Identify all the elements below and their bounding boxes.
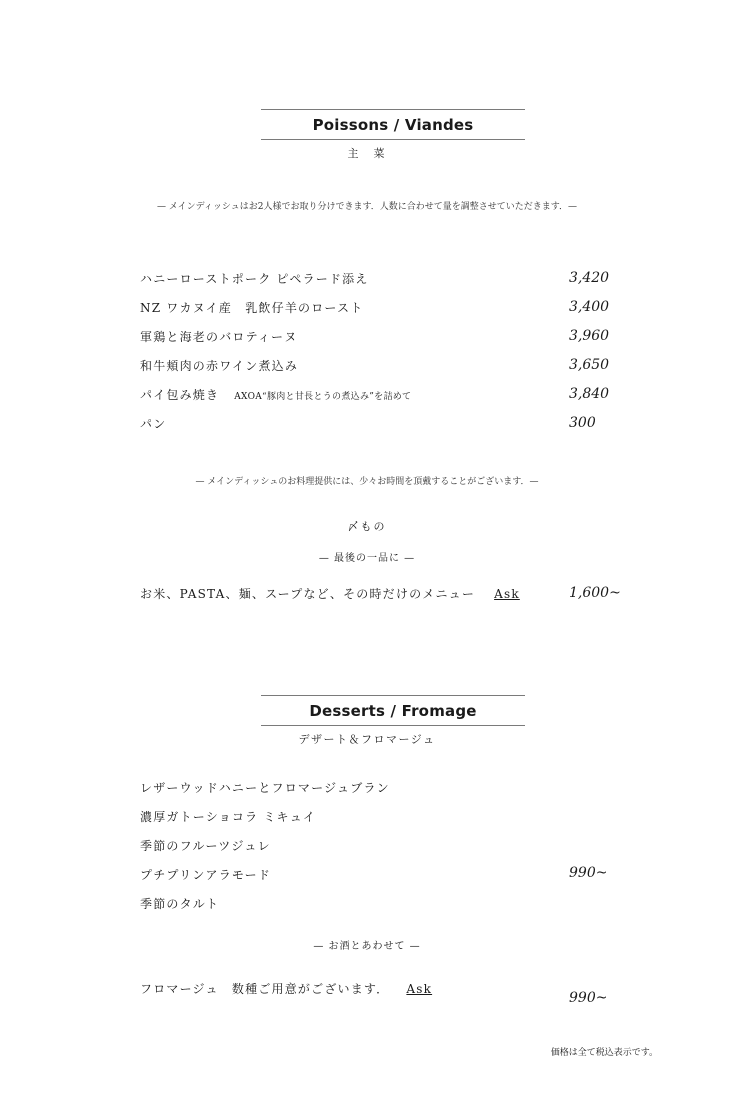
price-ballotine: 3,960 bbox=[569, 328, 610, 344]
mains-heading: Poissons / Viandes bbox=[312, 116, 474, 134]
menu-item-fromage bbox=[140, 980, 432, 997]
footer-tax-note: 価格は全て税込表示です。 bbox=[550, 1048, 658, 1058]
price-shime: 1,600~ bbox=[569, 585, 621, 601]
fromage-ask: Ask bbox=[406, 982, 433, 996]
price-nz-lamb: 3,400 bbox=[569, 299, 610, 315]
menu-item-pie-name: パイ包み焼き bbox=[140, 388, 220, 402]
dessert-item-gateau-chocolat: 濃厚ガトーショコラ ミキュイ bbox=[140, 810, 317, 824]
price-fromage: 990~ bbox=[569, 990, 608, 1006]
dessert-item-honey-fromage: レザーウッドハニーとフロマージュブラン bbox=[140, 781, 390, 795]
menu-item-ballotine: 軍鶏と海老のバロティーヌ bbox=[140, 330, 298, 344]
price-pie: 3,840 bbox=[569, 386, 610, 402]
menu-item-beef-cheek: 和牛頬肉の赤ワイン煮込み bbox=[140, 359, 299, 373]
menu-item-bread: パン bbox=[140, 417, 167, 431]
shime-subtitle: — 最後の一品に — bbox=[318, 553, 416, 564]
shime-title: 〆もの bbox=[347, 520, 387, 533]
menu-item-pie-detail: AXOA“豚肉と甘長とうの煮込み”を詰めて bbox=[234, 392, 412, 402]
menu-item-nz-lamb: NZ ワカヌイ産 乳飲仔羊のロースト bbox=[140, 301, 364, 315]
dessert-item-pudding: プチプリンアラモード bbox=[140, 868, 272, 882]
menu-item-shime-name: お米、PASTA、麺、スープなど、その時だけのメニュー bbox=[140, 587, 476, 601]
menu-item-pie bbox=[140, 386, 411, 403]
price-desserts: 990~ bbox=[569, 865, 608, 881]
mains-note-top: — メインディッシュはお2人様でお取り分けできます．人数に合わせて量を調整させていただきます．— bbox=[156, 202, 578, 212]
mains-rule-top bbox=[261, 109, 525, 110]
dessert-item-tart: 季節のタルト bbox=[140, 897, 220, 911]
pairing-note: — お酒とあわせて — bbox=[313, 941, 421, 952]
price-bread: 300 bbox=[569, 415, 596, 431]
mains-subheading: 主 菜 bbox=[347, 147, 387, 160]
dessert-item-fruit-jelly: 季節のフルーツジュレ bbox=[140, 839, 271, 853]
price-beef-cheek: 3,650 bbox=[569, 357, 610, 373]
menu-item-shime bbox=[140, 585, 520, 602]
desserts-rule-top bbox=[261, 695, 525, 696]
mains-note-bottom: — メインディッシュのお料理提供には、少々お時間を頂戴することがございます．— bbox=[195, 477, 539, 487]
desserts-rule-bottom bbox=[261, 725, 525, 726]
desserts-heading: Desserts / Fromage bbox=[309, 702, 477, 720]
price-honey-pork: 3,420 bbox=[569, 270, 610, 286]
menu-item-fromage-name: フロマージュ 数種ご用意がございます． bbox=[140, 982, 390, 996]
shime-ask: Ask bbox=[494, 587, 520, 601]
desserts-subheading: デザート＆フロマージュ bbox=[298, 733, 436, 746]
mains-rule-bottom bbox=[261, 139, 525, 140]
menu-item-honey-pork: ハニーローストポーク ピペラード添え bbox=[140, 272, 369, 286]
